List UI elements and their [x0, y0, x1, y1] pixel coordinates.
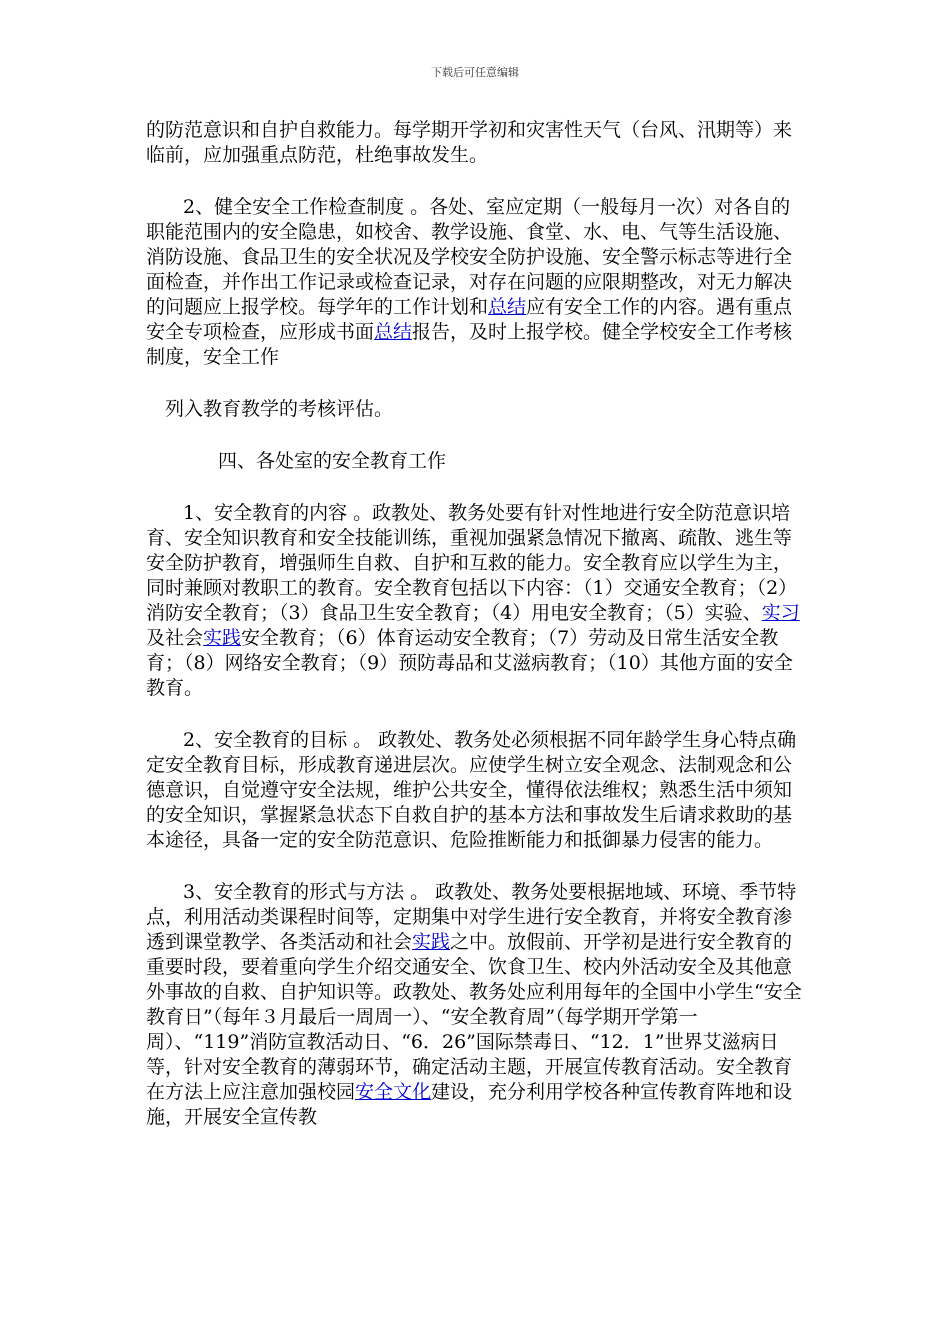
paragraph-inspection-system: [146, 195, 806, 370]
paragraph-education-content: [146, 501, 806, 701]
section-heading: [146, 449, 806, 474]
paragraph-1: [146, 118, 806, 168]
heading-text: 四、各处室的安全教育工作: [218, 450, 447, 472]
link-practice-1[interactable]: 实践: [203, 627, 242, 649]
link-summary-2[interactable]: 总结: [374, 321, 413, 343]
paragraph-education-goals: [146, 728, 806, 853]
paragraph-text: 应有安全工作的内容。遇有重点安全专项检查，应形成书面: [146, 296, 793, 343]
paragraph-text: 2、健全安全工作检查制度 。各处、室应定期（一般每月一次）对各自的职能范围内的安全隐患，如校舍、教学设施、食堂、水、电、气等生活设施、消防设施、食品卫生的安全状况及学校安全防护设施、安全警示标志等进行全面检查，并作出工作记录或检查记录，对存在问题的应限期整改，对无力解决的问题应上报学校。每学年的工作计划和: [146, 196, 793, 318]
paragraph-text: 建设，充分利用学校各种宣传教育阵地和设施，开展安全宣传教: [146, 1081, 793, 1128]
paragraph-text: 3、安全教育的形式与方法 。 政教处、教务处要根据地域、环境、季节特点，利用活动类课程时间等，定期集中对学生进行安全教育，并将安全教育渗透到课堂教学、各类活动和社会: [146, 881, 797, 953]
paragraph-text: 列入教育教学的考核评估。: [165, 398, 394, 420]
paragraph-assessment: [146, 397, 806, 422]
paragraph-text: 安全教育；（6）体育运动安全教育；（7）劳动及日常生活安全教育；（8）网络安全教育；（9）预防毒品和艾滋病教育；（10）其他方面的安全教育。: [146, 627, 793, 699]
paragraph-text: 1、安全教育的内容 。政教处、教务处要有针对性地进行安全防范意识培育、安全知识教育和安全技能训练，重视加强紧急情况下撤离、疏散、逃生等安全防护教育，增强师生自救、自护和互救的能力。安全教育应以学生为主，同时兼顾对教职工的教育。安全教育包括以下内容：（1）交通安全教育；（2）消防安全教育；（3）食品卫生安全教育；（4）用电安全教育；（5）实验、: [146, 502, 798, 624]
paragraph-text: 的防范意识和自护自救能力。每学期开学初和灾害性天气（台风、汛期等）来临前，应加强重点防范，杜绝事故发生。: [146, 119, 793, 166]
link-practice-2[interactable]: 实践: [412, 931, 451, 953]
paragraph-text: 之中。放假前、开学初是进行安全教育的重要时段，要着重向学生介绍交通安全、饮食卫生、校内外活动安全及其他意外事故的自救、自护知识等。政教处、教务处应利用每年的全国中小学生“安全教育日”（每年３月最后一周周一）、“安全教育周”（每学期开学第一周）、“119”消防宣教活动日、“6．26”国际禁毒日、“12．1”世界艾滋病日等，针对安全教育的薄弱环节，确定活动主题，开展宣传教育活动。安全教育在方法上应注意加强校园: [146, 931, 802, 1103]
paragraph-text: 及社会: [146, 627, 204, 649]
page-header: 下载后可任意编辑: [431, 66, 519, 79]
paragraph-text: 报告，及时上报学校。健全学校安全工作考核制度，安全工作: [146, 321, 793, 368]
paragraph-education-methods: [146, 880, 806, 1130]
link-safety-culture[interactable]: 安全文化: [355, 1081, 432, 1103]
paragraph-text: 2、安全教育的目标 。 政教处、教务处必须根据不同年龄学生身心特点确定安全教育目标，形成教育递进层次。应使学生树立安全观念、法制观念和公德意识，自觉遵守安全法规，维护公共安全，懂得依法维权；熟悉生活中须知的安全知识，掌握紧急状态下自救自护的基本方法和事故发生后请求救助的基本途径，具备一定的安全防范意识、危险推断能力和抵御暴力侵害的能力。: [146, 729, 797, 851]
link-internship[interactable]: 实习: [761, 602, 800, 624]
link-summary-1[interactable]: 总结: [488, 296, 527, 318]
document-body: [146, 118, 806, 1130]
